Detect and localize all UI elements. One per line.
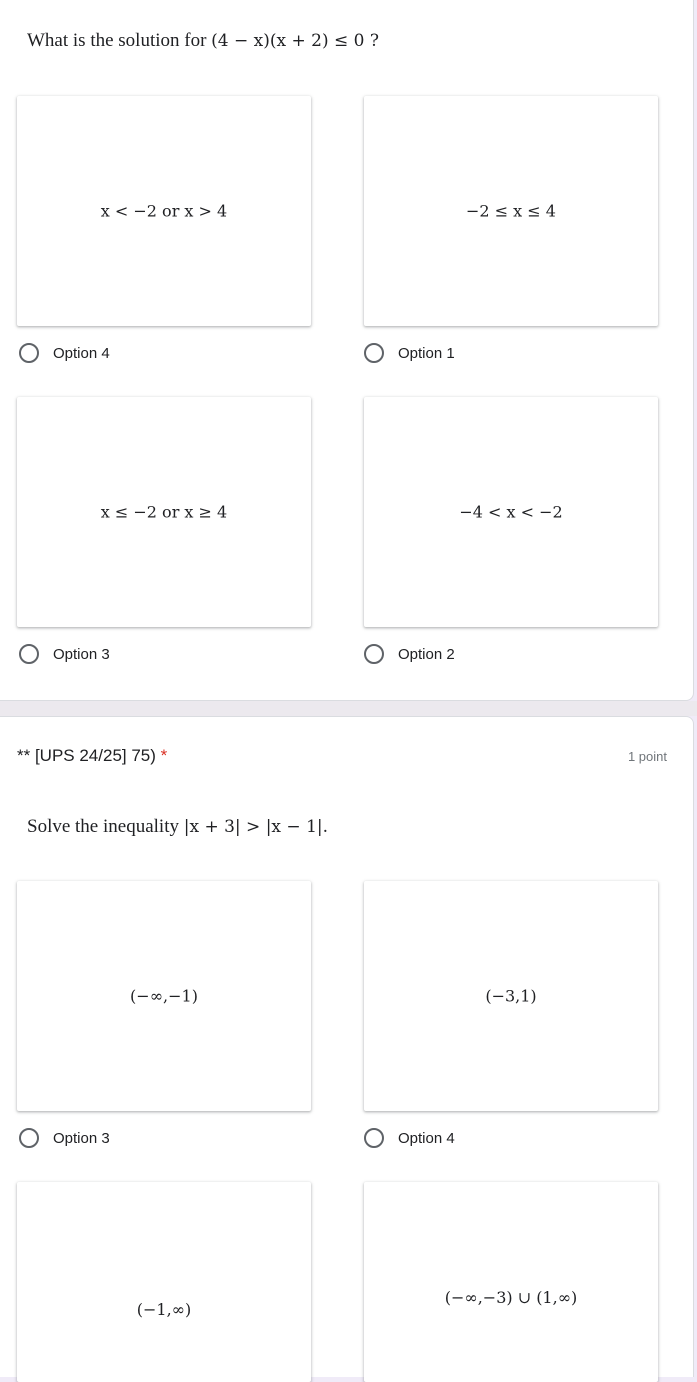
points-label: 1 point <box>627 749 667 764</box>
option-image-math: (−3,1) <box>485 986 537 1006</box>
radio-button[interactable] <box>19 343 39 363</box>
option-image-7 <box>17 1182 311 1382</box>
option-image-2 <box>364 96 658 326</box>
option-image-4 <box>364 397 658 627</box>
option-label: Option 3 <box>53 645 110 663</box>
radio-option-q2-b[interactable] <box>364 1126 455 1150</box>
option-label: Option 4 <box>398 1129 455 1147</box>
option-label: Option 2 <box>398 645 455 663</box>
option-image-math: (−∞,−3) ∪ (1,∞) <box>444 1288 578 1307</box>
option-image-3 <box>17 397 311 627</box>
question-1-text <box>27 30 379 52</box>
radio-button[interactable] <box>364 343 384 363</box>
option-label: Option 3 <box>53 1129 110 1147</box>
option-image-5 <box>17 881 311 1111</box>
question-1-prompt: What is the solution for <box>27 30 207 51</box>
radio-option-q1-c[interactable] <box>19 642 110 666</box>
option-image-1 <box>17 96 311 326</box>
radio-option-q1-d[interactable] <box>364 642 455 666</box>
question-2-title-text: ** [UPS 24/25] 75) <box>17 746 156 765</box>
option-image-math: (−1,∞) <box>136 1300 192 1319</box>
option-image-8 <box>364 1182 658 1382</box>
radio-option-q1-a[interactable] <box>19 341 110 365</box>
option-image-math: x ≤ −2 or x ≥ 4 <box>100 502 228 522</box>
option-image-math: −2 ≤ x ≤ 4 <box>466 201 556 221</box>
question-2-title <box>17 746 167 766</box>
radio-option-q2-a[interactable] <box>19 1126 110 1150</box>
option-image-math: −4 < x < −2 <box>459 502 563 522</box>
question-1-math: (4 − x)(x + 2) ≤ 0 ? <box>211 31 379 51</box>
radio-button[interactable] <box>19 1128 39 1148</box>
required-asterisk: * <box>160 746 168 765</box>
question-2-math: |x + 3| > |x − 1|. <box>183 817 329 837</box>
card-separator <box>0 701 697 716</box>
option-image-6 <box>364 881 658 1111</box>
question-2-prompt: Solve the inequality <box>27 816 179 837</box>
radio-option-q1-b[interactable] <box>364 341 455 365</box>
option-label: Option 4 <box>53 344 110 362</box>
question-2-text <box>27 816 328 838</box>
option-image-math: x < −2 or x > 4 <box>100 201 228 221</box>
radio-button[interactable] <box>364 644 384 664</box>
radio-button[interactable] <box>364 1128 384 1148</box>
radio-button[interactable] <box>19 644 39 664</box>
option-label: Option 1 <box>398 344 455 362</box>
option-image-math: (−∞,−1) <box>130 986 198 1006</box>
